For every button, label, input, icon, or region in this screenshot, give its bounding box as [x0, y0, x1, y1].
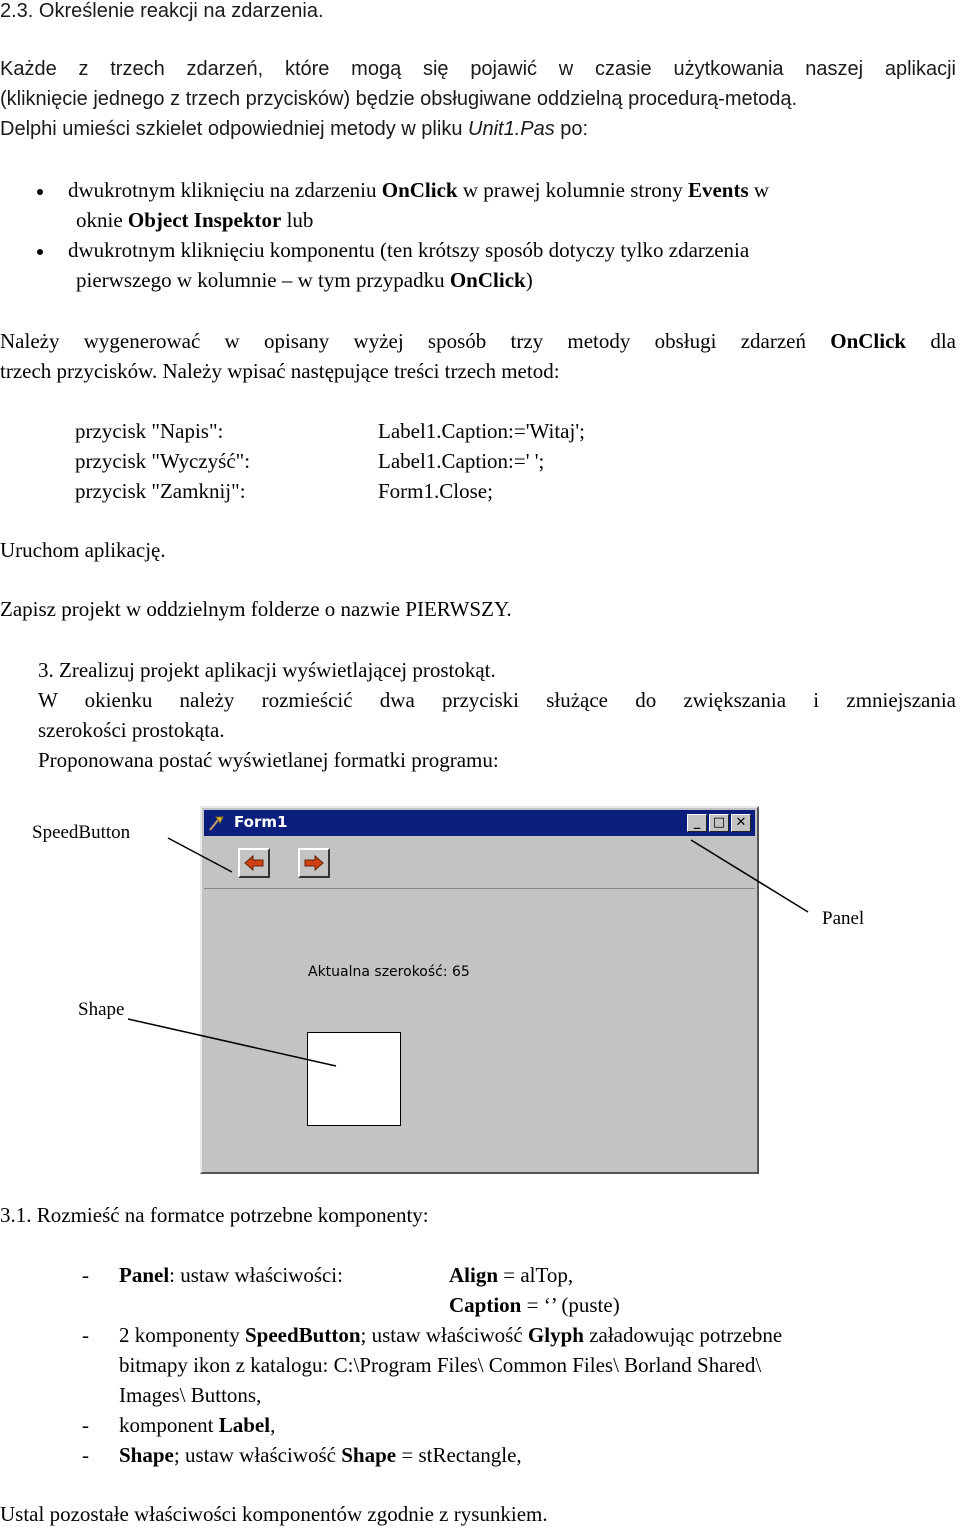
para2-line2: trzech przycisków. Należy wpisać następujące treści trzech metod:	[0, 359, 560, 383]
para2-line1: Należy wygenerować w opisany wyżej sposób trzy metody obsługi zdarzeń OnClick dla	[0, 329, 956, 353]
final-instruction: Ustal pozostałe właściwości komponentów zgodnie z rysunkiem.	[0, 1502, 548, 1526]
bullet2-line2: pierwszego w kolumnie – w tym przypadku OnClick)	[76, 268, 533, 292]
speedbutton-line2: bitmapy ikon z katalogu: C:\Program Files\ Common Files\ Borland Shared\	[119, 1353, 762, 1377]
list-dash: -	[82, 1323, 89, 1347]
para1-line3: Delphi umieści szkielet odpowiedniej metody w pliku Unit1.Pas po:	[0, 118, 589, 140]
save-instruction: Zapisz projekt w oddzielnym folderze o nazwie PIERWSZY.	[0, 597, 512, 621]
callout-line-panel	[691, 840, 808, 912]
shape-line: Shape; ustaw właściwość Shape = stRectangle,	[119, 1443, 522, 1467]
callout-speedbutton: SpeedButton	[32, 822, 131, 843]
method-code: Label1.Caption:='Witaj';	[378, 419, 585, 443]
callout-line-speedbutton	[168, 838, 232, 872]
task31-heading: 3.1. Rozmieść na formatce potrzebne komponenty:	[0, 1203, 429, 1227]
list-dash: -	[82, 1263, 89, 1287]
bullet1-line2: oknie Object Inspektor lub	[76, 208, 314, 232]
minimize-button[interactable]: _	[687, 814, 707, 832]
width-label: Aktualna szerokość: 65	[308, 964, 470, 980]
caption-line: Caption = ‘’ (puste)	[449, 1293, 620, 1317]
form-title: Form1	[234, 813, 288, 831]
maximize-button[interactable]: □	[709, 814, 729, 832]
align-line: Align = alTop,	[449, 1263, 574, 1287]
list-dash: -	[82, 1413, 89, 1437]
bullet1-line1: dwukrotnym kliknięciu na zdarzeniu OnClick w prawej kolumnie strony Events w	[68, 178, 770, 202]
method-code: Label1.Caption:=' ';	[378, 449, 545, 473]
para1-line2: (kliknięcie jednego z trzech przycisków) będzie obsługiwane oddzielną procedurą-metodą.	[0, 88, 798, 110]
speedbutton-line1: 2 komponenty SpeedButton; ustaw właściwość Glyph załadowując potrzebne	[119, 1323, 783, 1347]
task3-line1: 3. Zrealizuj projekt aplikacji wyświetlającej prostokąt.	[38, 658, 496, 682]
section-heading: 2.3. Określenie reakcji na zdarzenia.	[0, 0, 324, 22]
method-code: Form1.Close;	[378, 479, 493, 503]
speedbutton-line3: Images\ Buttons,	[119, 1383, 262, 1407]
callout-shape: Shape	[78, 999, 125, 1020]
label-line: komponent Label,	[119, 1413, 276, 1437]
method-name: przycisk "Zamknij":	[75, 479, 246, 503]
task3-line2: W okienku należy rozmieścić dwa przyciski służące do zwiększania i zmniejszania	[38, 688, 956, 712]
callout-panel: Panel	[822, 908, 865, 929]
method-name: przycisk "Napis":	[75, 419, 224, 443]
task3-line3: szerokości prostokąta.	[38, 718, 225, 742]
close-button[interactable]: ✕	[731, 814, 751, 832]
bullet2-line1: dwukrotnym kliknięciu komponentu (ten krótszy sposób dotyczy tylko zdarzenia	[68, 238, 750, 262]
file-name: Unit1.Pas	[468, 118, 555, 140]
run-instruction: Uruchom aplikację.	[0, 538, 166, 562]
method-name: przycisk "Wyczyść":	[75, 449, 251, 473]
callout-line-shape	[128, 1019, 336, 1066]
para1-line1: Każde z trzech zdarzeń, które mogą się pojawić w czasie użytkowania naszej aplikacji	[0, 58, 956, 80]
list-dash: -	[82, 1443, 89, 1467]
panel-line: Panel: ustaw właściwości:	[119, 1263, 343, 1287]
task3-line4: Proponowana postać wyświetlanej formatki programu:	[38, 748, 499, 772]
